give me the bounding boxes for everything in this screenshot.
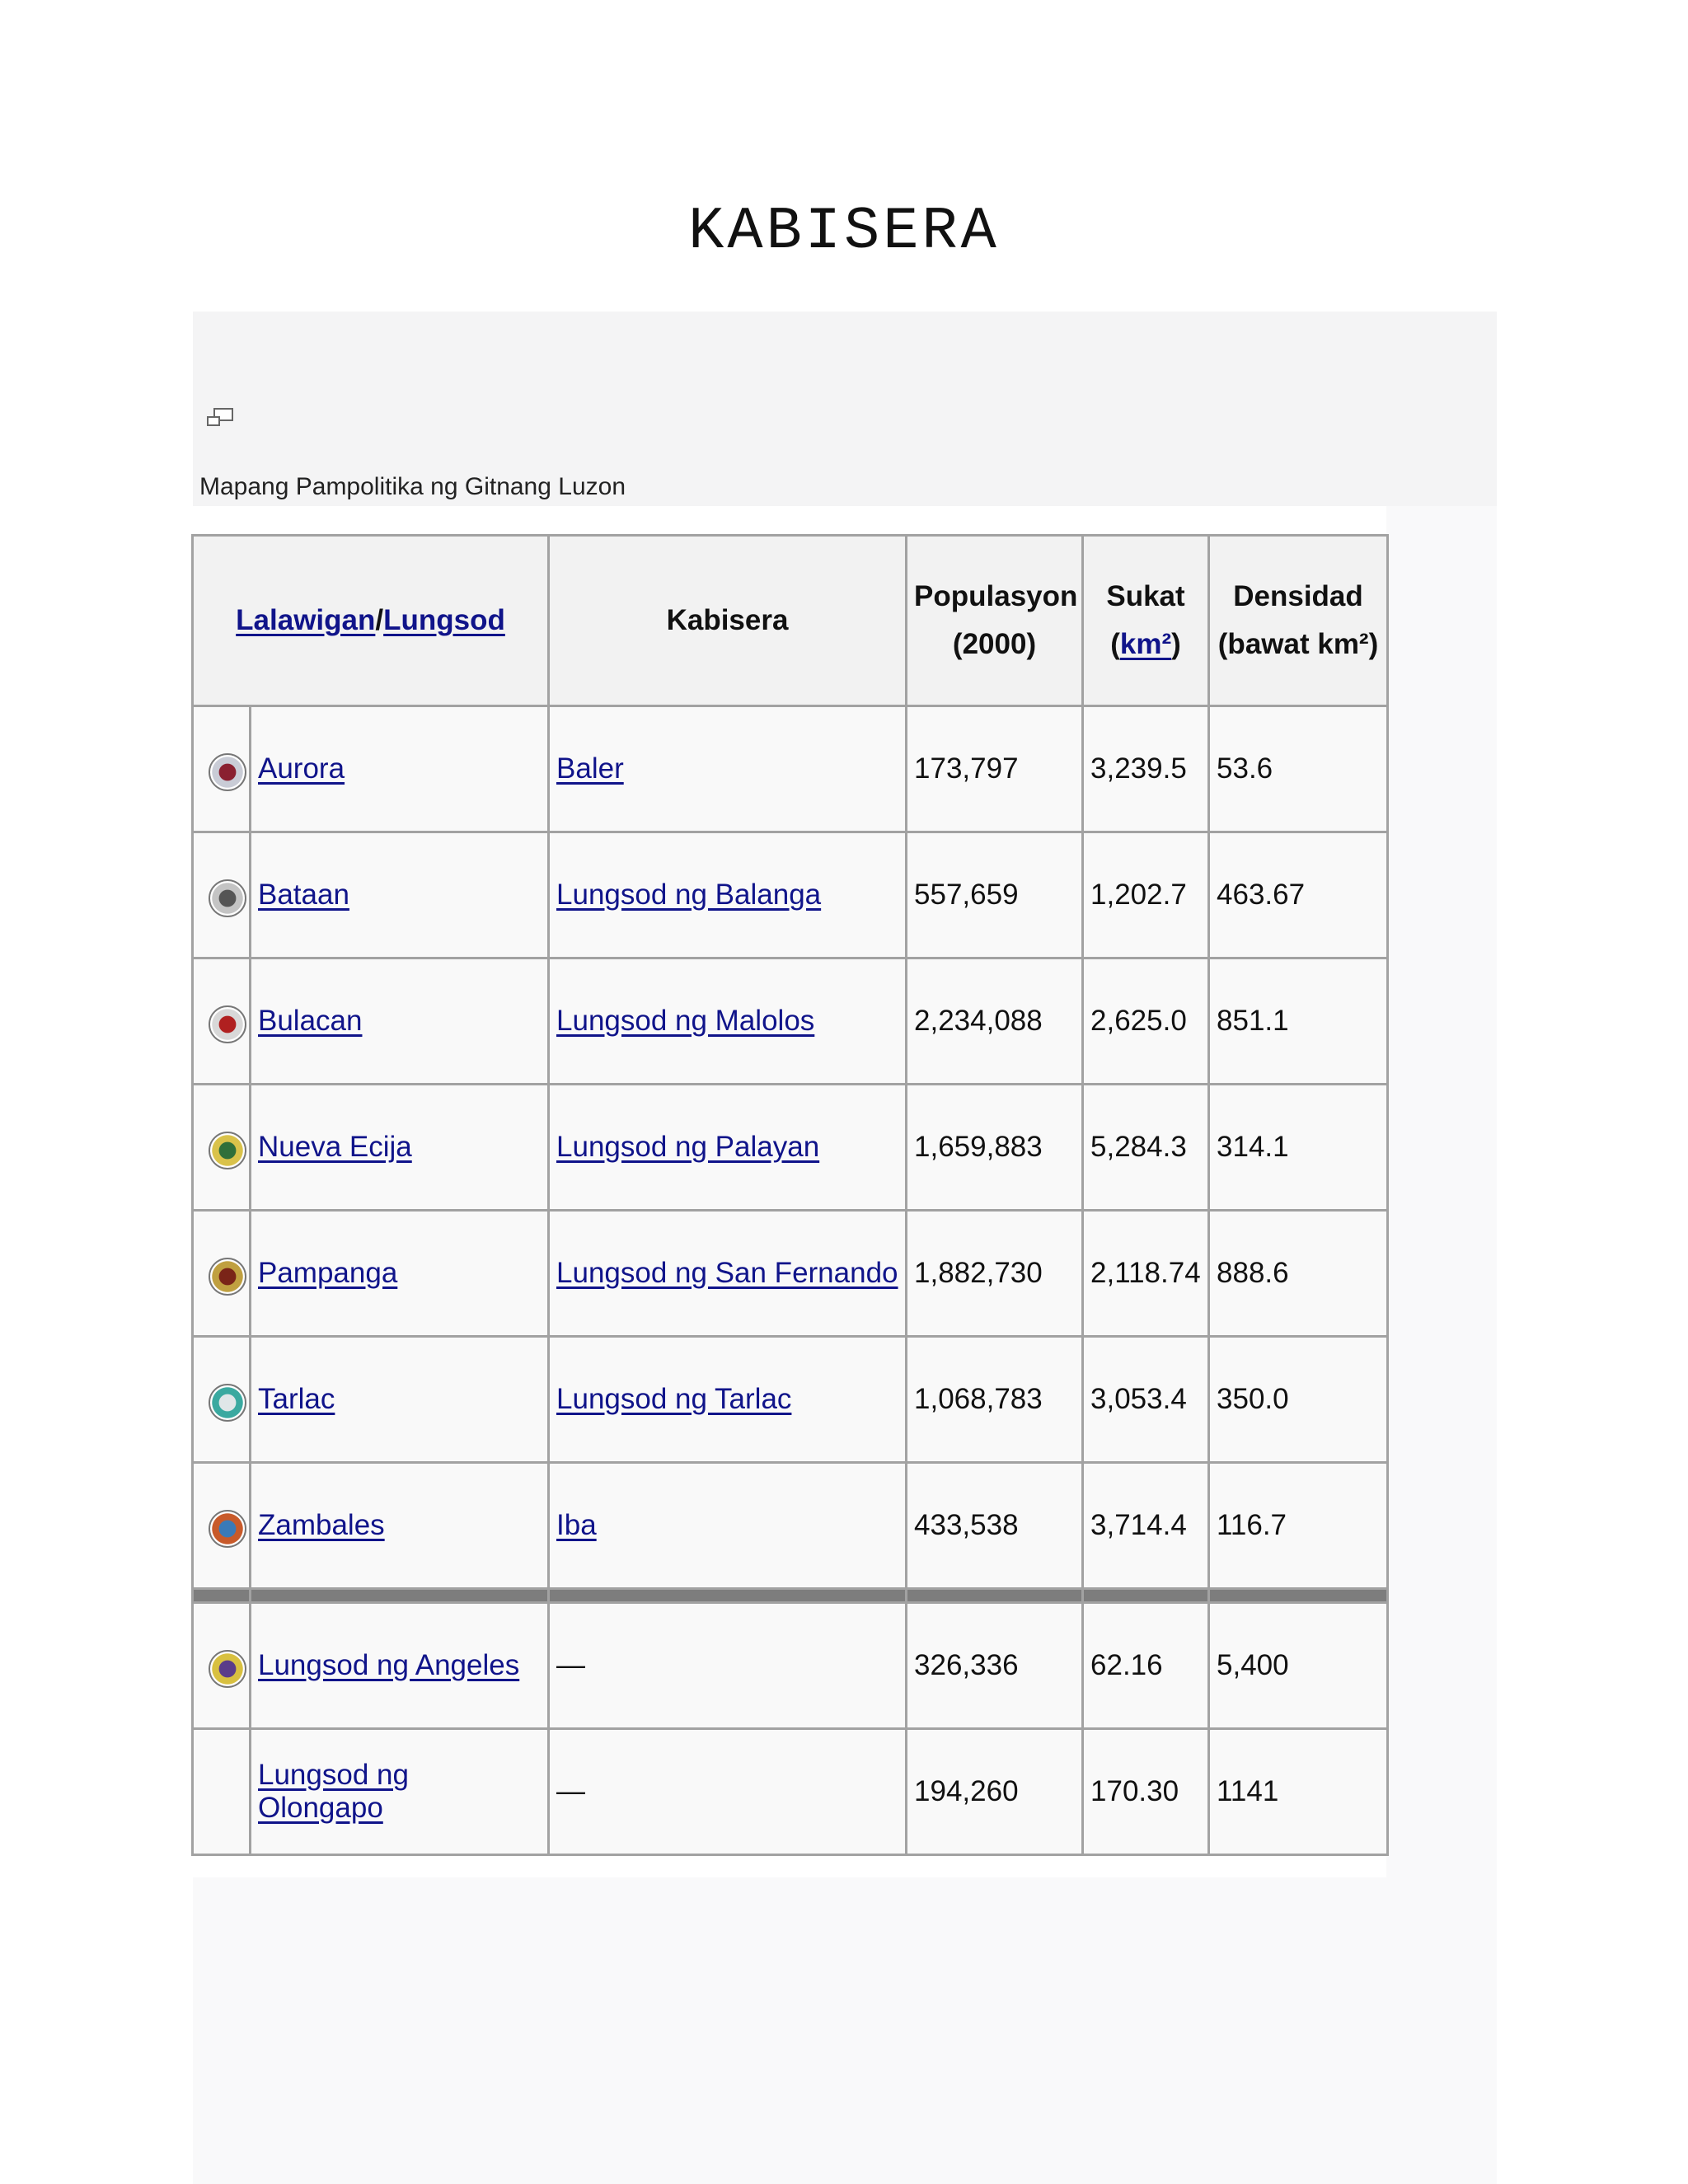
link-capital[interactable]: Baler: [556, 752, 624, 785]
cell-population: 173,797: [907, 706, 1083, 832]
capital-dash: —: [556, 1775, 586, 1807]
cell-density: 463.67: [1209, 832, 1388, 958]
bulacan-seal-icon[interactable]: [209, 1005, 246, 1043]
cell-name: [251, 958, 549, 1085]
cell-capital: [549, 1211, 907, 1337]
cell-population: 557,659: [907, 832, 1083, 958]
cell-capital: [549, 1463, 907, 1589]
link-name[interactable]: Zambales: [258, 1509, 385, 1541]
table-row: [193, 832, 1388, 958]
cell-density: 350.0: [1209, 1337, 1388, 1463]
cell-capital: [549, 1085, 907, 1211]
cell-area: 2,625.0: [1083, 958, 1209, 1085]
provinces-table: [191, 534, 1389, 1856]
link-capital[interactable]: Lungsod ng Balanga: [556, 879, 822, 911]
pampanga-seal-icon[interactable]: [209, 1258, 246, 1296]
table-row: [193, 1337, 1388, 1463]
cell-density: 53.6: [1209, 706, 1388, 832]
cell-population: 2,234,088: [907, 958, 1083, 1085]
cell-density: 1141: [1209, 1729, 1388, 1855]
seal-cell: [193, 706, 251, 832]
cell-name: [251, 706, 549, 832]
cell-name: [251, 1211, 549, 1337]
cell-population: 1,659,883: [907, 1085, 1083, 1211]
seal-cell: [193, 1085, 251, 1211]
cell-name: [251, 1603, 549, 1729]
cell-name: [251, 1085, 549, 1211]
header-capital: Kabisera: [549, 536, 907, 706]
header-link-km2[interactable]: km²: [1119, 628, 1172, 660]
link-name[interactable]: Aurora: [258, 752, 345, 785]
cell-population: 326,336: [907, 1603, 1083, 1729]
cell-capital: [549, 1729, 907, 1855]
link-name[interactable]: Nueva Ecija: [258, 1131, 412, 1163]
header-population-year: (2000): [952, 628, 1037, 660]
link-name[interactable]: Bataan: [258, 879, 349, 911]
header-population-label: Populasyon: [914, 580, 1078, 612]
cell-area: 3,053.4: [1083, 1337, 1209, 1463]
link-name[interactable]: Pampanga: [258, 1257, 398, 1289]
capital-dash: —: [556, 1649, 586, 1681]
cell-area: 1,202.7: [1083, 832, 1209, 958]
header-density-unit: (bawat km²): [1217, 628, 1379, 660]
background-panel: [1386, 506, 1497, 1877]
bataan-seal-icon[interactable]: [209, 879, 246, 917]
table-row: [193, 1085, 1388, 1211]
cell-capital: [549, 1337, 907, 1463]
link-capital[interactable]: Lungsod ng San Fernando: [556, 1257, 898, 1289]
link-capital[interactable]: Lungsod ng Tarlac: [556, 1383, 792, 1415]
table-separator: [193, 1589, 1388, 1603]
table-row: [193, 1211, 1388, 1337]
header-density-label: Densidad: [1233, 580, 1363, 612]
link-name[interactable]: Lungsod ng Olongapo: [258, 1759, 409, 1824]
header-province-city: [193, 536, 549, 706]
table-row: [193, 1463, 1388, 1589]
nueva-ecija-seal-icon[interactable]: [209, 1132, 246, 1169]
cell-area: 2,118.74: [1083, 1211, 1209, 1337]
cell-density: 314.1: [1209, 1085, 1388, 1211]
zambales-seal-icon[interactable]: [209, 1510, 246, 1548]
cell-name: [251, 832, 549, 958]
seal-cell-empty: [193, 1729, 251, 1855]
seal-cell: [193, 1463, 251, 1589]
cell-density: 5,400: [1209, 1603, 1388, 1729]
table-header-row: [193, 536, 1388, 706]
header-area: [1083, 536, 1209, 706]
header-area-label: Sukat: [1106, 580, 1185, 612]
cell-area: 5,284.3: [1083, 1085, 1209, 1211]
header-link-lalawigan[interactable]: Lalawigan: [236, 604, 376, 636]
header-population: [907, 536, 1083, 706]
map-caption: Mapang Pampolitika ng Gitnang Luzon: [199, 473, 626, 500]
header-link-lungsod[interactable]: Lungsod: [383, 604, 505, 636]
link-capital[interactable]: Lungsod ng Palayan: [556, 1131, 820, 1163]
image-placeholder-icon[interactable]: [206, 407, 234, 429]
cell-area: 3,239.5: [1083, 706, 1209, 832]
header-area-paren-close: ): [1171, 628, 1181, 660]
cell-population: 194,260: [907, 1729, 1083, 1855]
table-row: [193, 958, 1388, 1085]
cell-area: 3,714.4: [1083, 1463, 1209, 1589]
cell-name: [251, 1463, 549, 1589]
aurora-seal-icon[interactable]: [209, 753, 246, 791]
cell-population: 1,882,730: [907, 1211, 1083, 1337]
tarlac-seal-icon[interactable]: [209, 1384, 246, 1422]
cell-density: 888.6: [1209, 1211, 1388, 1337]
seal-cell: [193, 832, 251, 958]
background-panel-lower: [193, 1877, 1497, 2184]
table-row: [193, 1729, 1388, 1855]
link-name[interactable]: Tarlac: [258, 1383, 335, 1415]
table-row: [193, 706, 1388, 832]
seal-cell: [193, 958, 251, 1085]
cell-area: 62.16: [1083, 1603, 1209, 1729]
header-density: [1209, 536, 1388, 706]
header-slash: /: [375, 604, 384, 636]
link-name[interactable]: Bulacan: [258, 1005, 363, 1037]
cell-area: 170.30: [1083, 1729, 1209, 1855]
cell-capital: [549, 706, 907, 832]
table-row: [193, 1603, 1388, 1729]
cell-population: 1,068,783: [907, 1337, 1083, 1463]
header-area-paren-open: (: [1110, 628, 1120, 660]
seal-cell: [193, 1337, 251, 1463]
seal-cell: [193, 1603, 251, 1729]
cell-density: 116.7: [1209, 1463, 1388, 1589]
cell-capital: [549, 958, 907, 1085]
cell-name: [251, 1729, 549, 1855]
seal-cell: [193, 1211, 251, 1337]
cell-density: 851.1: [1209, 958, 1388, 1085]
cell-population: 433,538: [907, 1463, 1083, 1589]
cell-name: [251, 1337, 549, 1463]
cell-capital: [549, 832, 907, 958]
link-capital[interactable]: Lungsod ng Malolos: [556, 1005, 815, 1037]
page-title: KABISERA: [688, 198, 1000, 265]
link-capital[interactable]: Iba: [556, 1509, 597, 1541]
cell-capital: [549, 1603, 907, 1729]
angeles-seal-icon[interactable]: [209, 1650, 246, 1688]
map-figure: [193, 312, 1497, 506]
link-name[interactable]: Lungsod ng Angeles: [258, 1649, 520, 1681]
